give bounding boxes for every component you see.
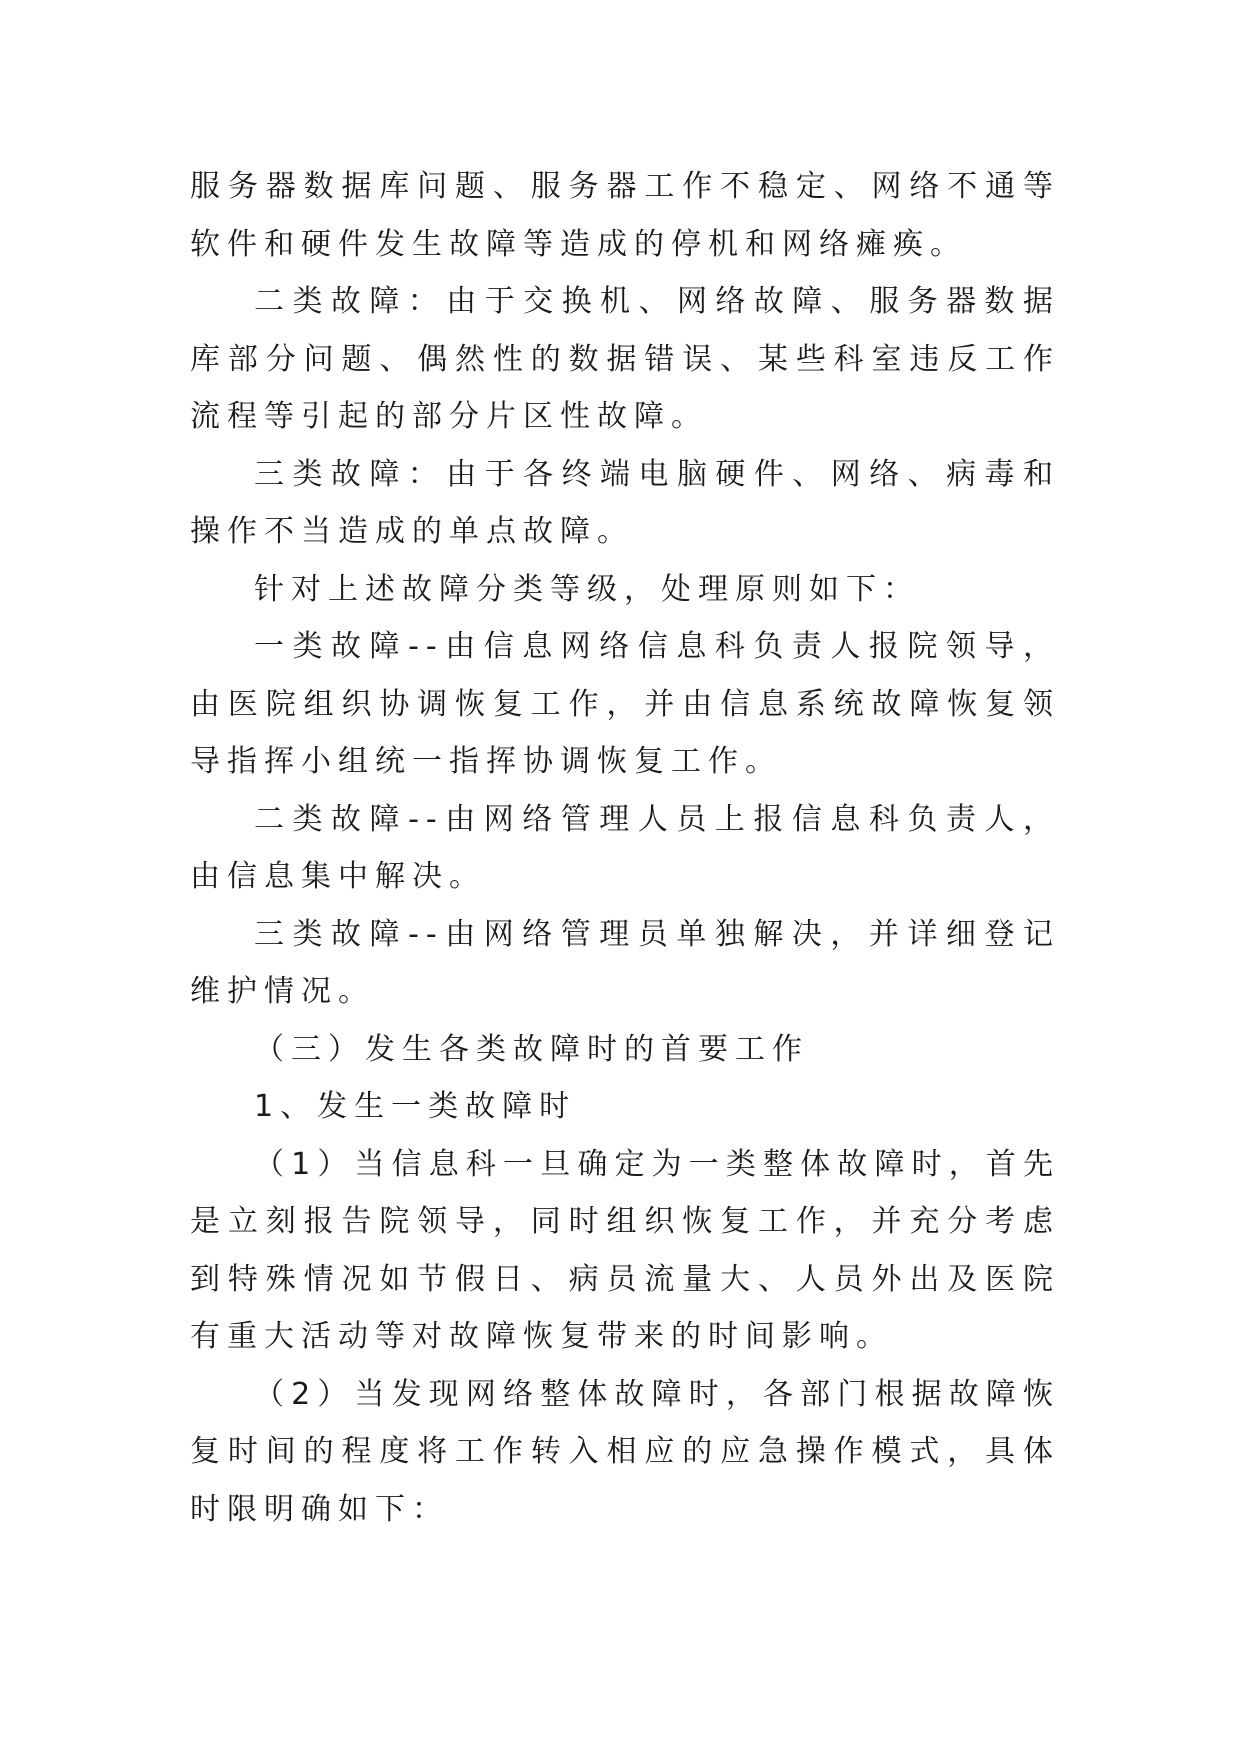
section-heading-priority-work: （三）发生各类故障时的首要工作 <box>254 1031 809 1067</box>
paragraph-class-three-fault: 三类故障：由于各终端电脑硬件、网络、病毒和操作不当造成的单点故障。 <box>190 456 1060 549</box>
paragraph-item-1: （1）当信息科一旦确定为一类整体故障时，首先是立刻报告院领导，同时组织恢复工作，并充分考虑到特殊情况如节假日、病员流量大、人员外出及医院有重大活动等对故障恢复带来的时间影响。 <box>190 1146 1060 1354</box>
paragraph-item-2: （2）当发现网络整体故障时，各部门根据故障恢复时间的程度将工作转入相应的应急操作模式，具体时限明确如下： <box>190 1376 1060 1527</box>
subheading-class-one-fault: 1、发生一类故障时 <box>254 1089 577 1124</box>
paragraph-class-one-handling: 一类故障--由信息网络信息科负责人报院领导，由医院组织协调恢复工作，并由信息系统故障恢复领导指挥小组统一指挥协调恢复工作。 <box>190 629 1060 779</box>
paragraph-handling-principles: 针对上述故障分类等级，处理原则如下： <box>254 571 920 607</box>
paragraph-class-two-handling: 二类故障--由网络管理人员上报信息科负责人，由信息集中解决。 <box>190 801 1060 894</box>
paragraph-class-two-fault: 二类故障：由于交换机、网络故障、服务器数据库部分问题、偶然性的数据错误、某些科室违反工作流程等引起的部分片区性故障。 <box>190 284 1060 434</box>
paragraph-continuation-class-one: 服务器数据库问题、服务器工作不稳定、网络不通等软件和硬件发生故障等造成的停机和网络瘫痪。 <box>190 169 1060 262</box>
paragraph-class-three-handling: 三类故障--由网络管理员单独解决，并详细登记维护情况。 <box>190 916 1060 1009</box>
document-body <box>190 158 1060 1538</box>
